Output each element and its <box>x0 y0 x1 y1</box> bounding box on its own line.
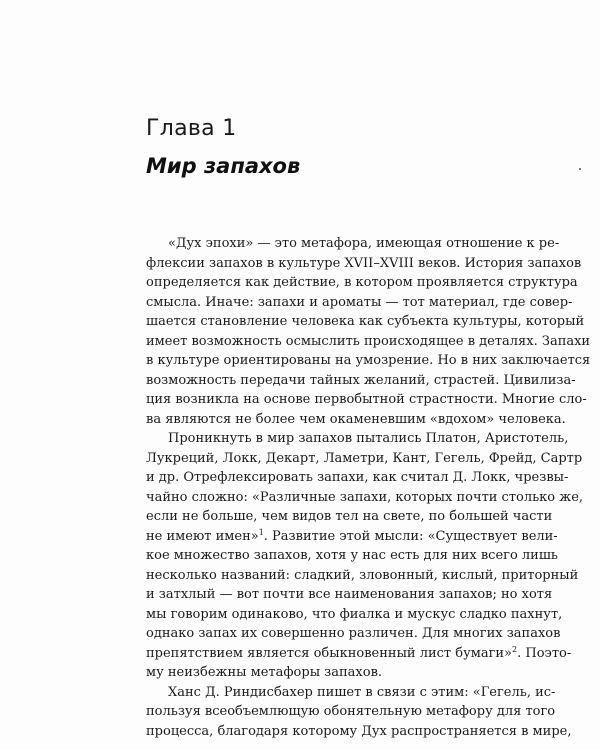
text-line: «Дух эпохи» — это метафора, имеющая отношение к ре- <box>168 236 560 251</box>
text-line: несколько названий: сладкий, зловонный, кислый, приторный <box>146 567 579 583</box>
text-fragment: . Развитие этой мысли: «Существует вели- <box>263 528 558 544</box>
paragraph-2 <box>146 429 584 683</box>
text-line: возможность передачи тайных желаний, страстей. Цивилиза- <box>146 372 576 388</box>
text-line: флексии запахов в культуре XVII–XVIII веков. История запахов <box>146 255 582 271</box>
text-line <box>146 644 572 664</box>
text-fragment: не имеют имен» <box>146 528 259 544</box>
text-line: имеет возможность осмыслить происходящее в деталях. Запахи <box>146 333 591 349</box>
body-text <box>146 234 591 741</box>
text-line: кое множество запахов, хотя у нас есть для них всего лишь <box>146 548 558 563</box>
text-line: однако запах их совершенно различен. Для многих запахов <box>146 626 561 641</box>
footnote-marker-1[interactable]: 1 <box>258 527 264 537</box>
chapter-title: Мир запахов <box>146 154 301 178</box>
text-line: и затхлый — вот почти все наименования запахов; но хотя <box>146 587 553 602</box>
text-line: процесса, благодаря которому Дух распространяется в мире, <box>146 723 572 739</box>
text-line: му неизбежны метафоры запахов. <box>146 665 383 680</box>
text-line: Проникнуть в мир запахов пытались Платон, Аристотель, <box>168 431 569 446</box>
text-fragment: . Поэто- <box>517 645 572 661</box>
text-line: и др. Отрефлексировать запахи, как считал Д. Локк, чрезвы- <box>146 470 569 485</box>
text-line: мы говорим одинаково, что фиалка и мускус сладко пахнут, <box>146 606 563 622</box>
text-line: в культуре ориентированы на умозрение. Но в них заключается <box>146 353 591 368</box>
chapter-label: Глава 1 <box>146 116 237 141</box>
text-line: если не больше, чем видов тел на свете, по большей части <box>146 509 553 524</box>
text-fragment: препятствием является обыкновенный лист бумаги» <box>146 645 513 661</box>
text-line: ва являются не более чем окаменевшим «вдохом» человека. <box>146 411 566 427</box>
text-line: определяется как действие, в котором проявляется структура <box>146 275 578 290</box>
text-line: смысла. Иначе: запахи и ароматы — тот материал, где совер- <box>146 294 573 310</box>
paragraph-1 <box>146 234 591 429</box>
text-line: Ханс Д. Риндисбахер пишет в связи с этим: «Гегель, ис- <box>168 684 556 700</box>
paragraph-3 <box>146 683 572 742</box>
footnote-marker-2[interactable]: 2 <box>512 644 518 654</box>
text-line: чайно сложно: «Различные запахи, которых почти столько же, <box>146 489 584 505</box>
text-line <box>146 527 558 547</box>
text-line: Лукреций, Локк, Декарт, Ламетри, Кант, Гегель, Фрейд, Сартр <box>146 450 583 466</box>
margin-mark <box>579 168 581 170</box>
text-line: пользуя всеобъемлющую обонятельную метафору для того <box>146 704 556 719</box>
text-line: шается становление человека как субъекта культуры, который <box>146 314 585 329</box>
text-line: ция возникла на основе первобытной страстности. Многие сло- <box>146 392 587 407</box>
